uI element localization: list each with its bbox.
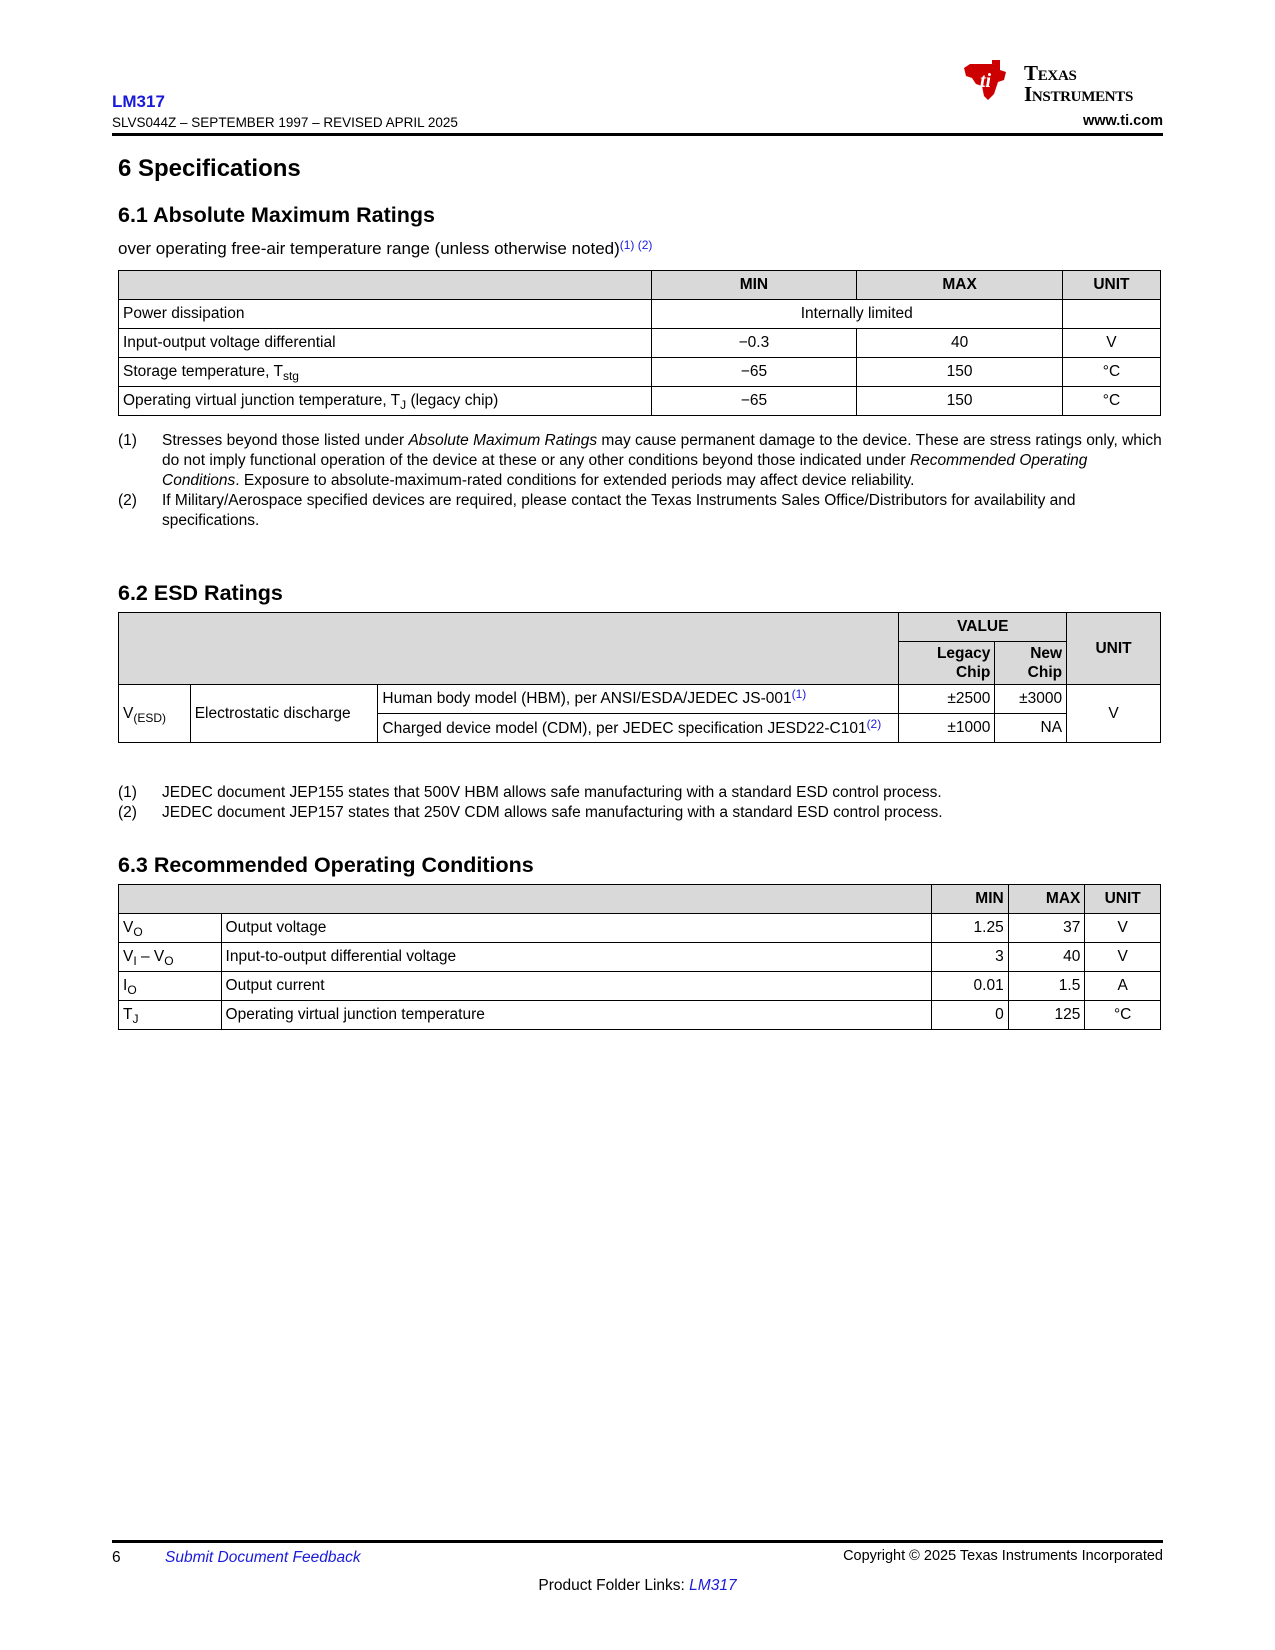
max-cell: 1.5 — [1008, 972, 1085, 1001]
footnote: (1) Stresses beyond those listed under Absolute Maximum Ratings may cause permanent damage to the device. These are stress ratings only, which do not imply functional operation of the device at these or any other conditions beyond those indicated under Recommended Operating Conditions. Exposure to absolute-maximum-rated conditions for extended periods may affect device reliability. — [118, 432, 1162, 489]
esd-footnotes — [118, 783, 1163, 823]
max-cell: 150 — [857, 358, 1063, 387]
product-folder-link[interactable]: LM317 — [689, 1577, 737, 1594]
esd-ratings-table — [118, 612, 1161, 743]
table-header-row — [119, 885, 1161, 914]
label-cell: Electrostatic discharge — [190, 685, 378, 743]
min-cell: −65 — [651, 387, 857, 416]
unit-cell: °C — [1085, 1001, 1161, 1030]
header-legacy-chip: Legacy Chip — [899, 642, 995, 685]
max-cell: 125 — [1008, 1001, 1085, 1030]
legacy-value-cell: ±2500 — [899, 685, 995, 714]
footnote: (1) JEDEC document JEP155 states that 500V HBM allows safe manufacturing with a standard ESD control process. — [118, 784, 942, 801]
desc-cell: Operating virtual junction temperature — [221, 1001, 932, 1030]
min-cell: 0.01 — [932, 972, 1009, 1001]
page-number: 6 — [112, 1549, 121, 1566]
section-subtitle: over operating free-air temperature range (unless otherwise noted)$^{(1) (2)}$ — [118, 238, 653, 258]
header-min: MIN — [651, 271, 857, 300]
header-rule — [112, 133, 1163, 136]
header-empty — [119, 271, 652, 300]
unit-cell: V — [1085, 914, 1161, 943]
header-unit: UNIT — [1067, 613, 1161, 685]
unit-cell: V — [1085, 943, 1161, 972]
header-empty — [119, 885, 932, 914]
ti-logo — [962, 60, 1167, 110]
min-cell: −0.3 — [651, 329, 857, 358]
header-part-number[interactable]: LM317 — [112, 92, 165, 111]
desc-cell: Output voltage — [221, 914, 932, 943]
symbol-cell: $I_O$ — [119, 972, 222, 1001]
recommended-operating-conditions-table — [118, 884, 1161, 1030]
symbol-cell: $V_{(ESD)}$ — [119, 685, 191, 743]
symbol-cell: $T_J$ — [119, 1001, 222, 1030]
footnote-ref-link[interactable]: (1) (2) — [619, 238, 653, 252]
unit-cell: °C — [1062, 387, 1160, 416]
desc-cell: Output current — [221, 972, 932, 1001]
footnote-ref-link[interactable]: (1) — [791, 687, 807, 701]
header-unit: UNIT — [1062, 271, 1160, 300]
header-max: MAX — [1008, 885, 1085, 914]
table-row — [119, 914, 1161, 943]
max-cell: 40 — [857, 329, 1063, 358]
symbol-cell: $V_I - V_O$ — [119, 943, 222, 972]
footnote: (2) JEDEC document JEP157 states that 250V CDM allows safe manufacturing with a standard ESD control process. — [118, 804, 943, 821]
header-max: MAX — [857, 271, 1063, 300]
unit-cell: V — [1062, 329, 1160, 358]
param-cell: Storage temperature, $T_{stg}$ — [119, 358, 652, 387]
header-new-chip: New Chip — [995, 642, 1067, 685]
section-title-specifications: 6 Specifications — [118, 155, 301, 182]
table-row — [119, 329, 1161, 358]
max-cell: 40 — [1008, 943, 1085, 972]
product-folder-links: Product Folder Links: LM317 — [538, 1577, 737, 1594]
header-value: VALUE — [899, 613, 1067, 642]
new-value-cell: NA — [995, 714, 1067, 743]
min-cell: 0 — [932, 1001, 1009, 1030]
table-header-row — [119, 271, 1161, 300]
desc-cell: Human body model (HBM), per ANSI/ESDA/JEDEC JS-001$^{(1)}$ — [378, 685, 899, 714]
section-title-absolute-maximum-ratings: 6.1 Absolute Maximum Ratings — [118, 203, 435, 227]
table-row — [119, 300, 1161, 329]
table-row — [119, 943, 1161, 972]
table-row — [119, 358, 1161, 387]
section-title-esd-ratings: 6.2 ESD Ratings — [118, 581, 283, 605]
header-document-id: SLVS044Z – SEPTEMBER 1997 – REVISED APRIL 2025 — [112, 115, 458, 130]
ti-logo-wordmark: Texas Instruments — [1024, 61, 1134, 106]
footer-rule — [112, 1540, 1163, 1543]
unit-cell: °C — [1062, 358, 1160, 387]
desc-cell: Charged device model (CDM), per JEDEC specification JESD22-C101$^{(2)}$ — [378, 714, 899, 743]
param-cell: Input-output voltage differential — [119, 329, 652, 358]
max-cell: 37 — [1008, 914, 1085, 943]
param-cell: Power dissipation — [119, 300, 652, 329]
table-row — [119, 972, 1161, 1001]
unit-cell — [1062, 300, 1160, 329]
svg-text:ti: ti — [980, 70, 992, 92]
header-url[interactable]: www.ti.com — [1082, 113, 1163, 129]
table-header-row — [119, 613, 1161, 642]
min-cell: 3 — [932, 943, 1009, 972]
section-title-recommended-operating-conditions: 6.3 Recommended Operating Conditions — [118, 853, 534, 877]
table-row — [119, 685, 1161, 714]
submit-feedback-link[interactable]: Submit Document Feedback — [165, 1549, 361, 1566]
param-cell: Operating virtual junction temperature, $T_J$ (legacy chip) — [119, 387, 652, 416]
symbol-cell: $V_O$ — [119, 914, 222, 943]
amr-footnotes — [118, 431, 1163, 531]
header-empty — [119, 613, 899, 685]
max-cell: 150 — [857, 387, 1063, 416]
copyright: Copyright © 2025 Texas Instruments Incorporated — [843, 1548, 1163, 1564]
legacy-value-cell: ±1000 — [899, 714, 995, 743]
min-cell: 1.25 — [932, 914, 1009, 943]
desc-cell: Input-to-output differential voltage — [221, 943, 932, 972]
unit-cell: A — [1085, 972, 1161, 1001]
footnote-ref-link[interactable]: (2) — [866, 716, 882, 731]
table-row — [119, 387, 1161, 416]
header-min: MIN — [932, 885, 1009, 914]
new-value-cell: ±3000 — [995, 685, 1067, 714]
footnote: (2) If Military/Aerospace specified devices are required, please contact the Texas Instruments Sales Office/Distributors for availability and specifications. — [118, 492, 1076, 529]
min-cell: −65 — [651, 358, 857, 387]
table-row — [119, 1001, 1161, 1030]
value-cell: Internally limited — [651, 300, 1062, 329]
absolute-maximum-ratings-table — [118, 270, 1161, 416]
header-unit: UNIT — [1085, 885, 1161, 914]
unit-cell: V — [1067, 685, 1161, 743]
